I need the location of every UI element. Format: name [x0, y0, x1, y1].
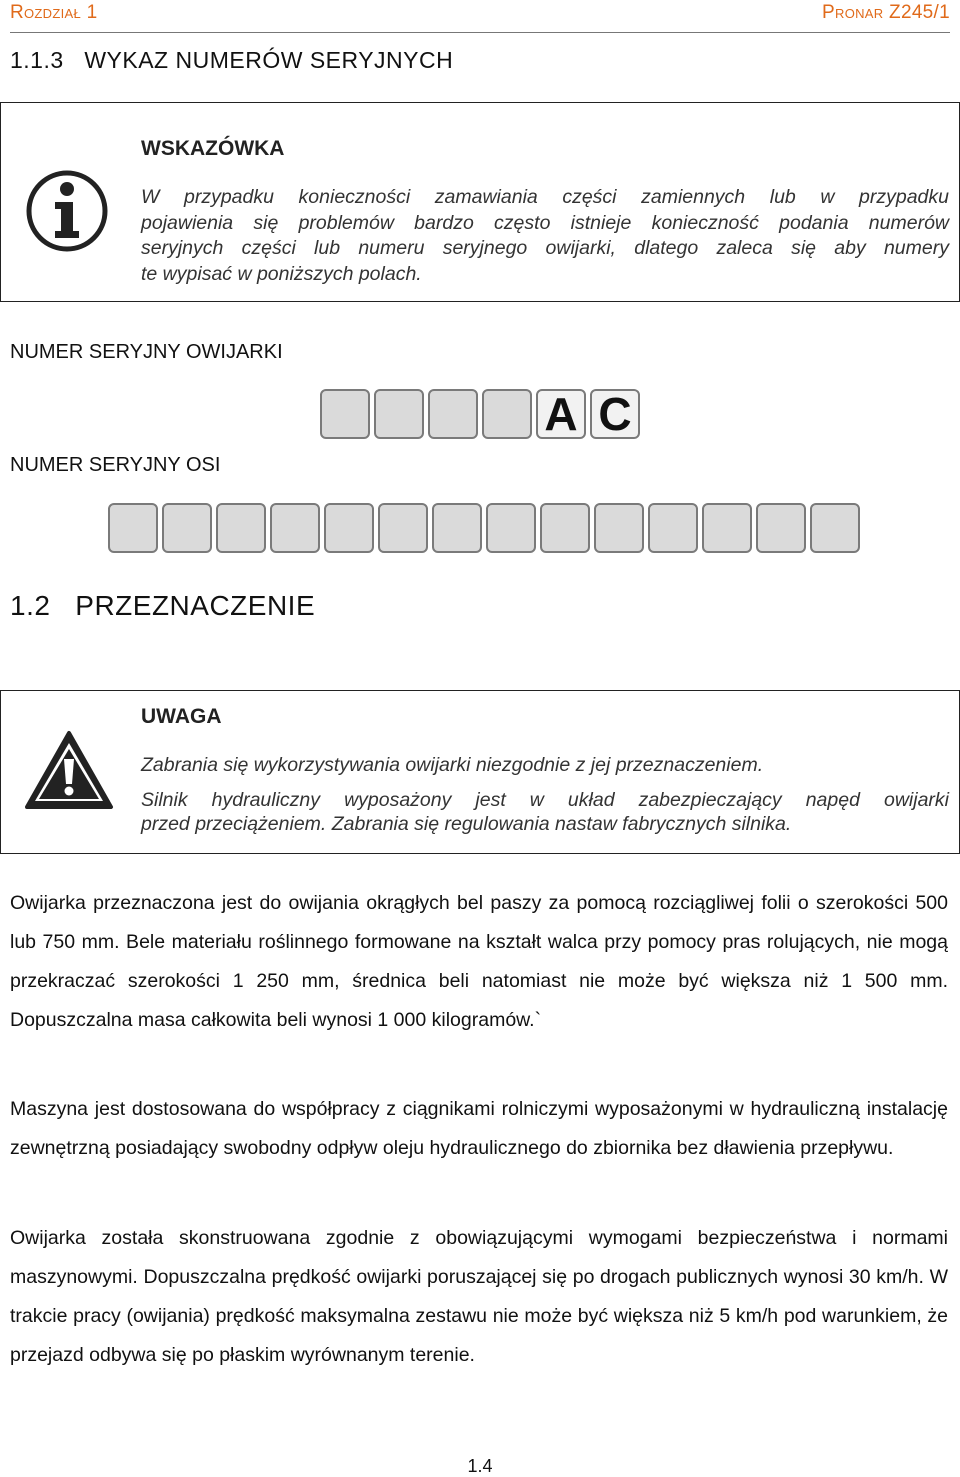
serial-cell[interactable] [648, 503, 698, 553]
serial-cell[interactable] [810, 503, 860, 553]
chapter-label: Rozdział 1 [10, 2, 98, 23]
serial-cell[interactable] [482, 389, 532, 439]
paragraph: Owijarka została skonstruowana zgodnie z obowiązującymi wymogami bezpieczeństwa i normami maszynowymi. Dopuszczalna prędkość owijarki poruszającej się po drogach publicznych wynosi 30 km/h. W trakcie pracy (owijania) prędkość maksymalna zestawu nie może być większa niż 5 km/h pod warunkiem, że przejazd odbywa się po płaskim wyrównanym terenie. [10, 1227, 948, 1366]
wrapper-serial-label: NUMER SERYJNY OWIJARKI [10, 341, 283, 363]
note-line: seryjnych części lub numeru seryjnego owijarki, dlatego zaleca się aby numery [141, 237, 949, 259]
serial-cell[interactable] [108, 503, 158, 553]
wrapper-serial-cells [320, 389, 640, 439]
axle-serial-cells [108, 503, 860, 553]
serial-cell[interactable] [378, 503, 428, 553]
serial-cell[interactable] [594, 503, 644, 553]
header-divider [10, 32, 950, 33]
serial-cell[interactable] [270, 503, 320, 553]
serial-cell[interactable] [486, 503, 536, 553]
note-text [141, 185, 949, 287]
warning-line: przed przeciążeniem. Zabrania się regulowania nastaw fabrycznych silnika. [141, 813, 792, 835]
section-heading-serial-numbers: 1.1.3 WYKAZ NUMERÓW SERYJNYCH [10, 47, 454, 73]
paragraph: Maszyna jest dostosowana do współpracy z ciągnikami rolniczymi wyposażonymi w hydrauliczną instalację zewnętrzną posiadający swobodny odpływ oleju hydraulicznego do zbiornika bez dławienia przepływu. [10, 1098, 948, 1159]
serial-cell[interactable] [374, 389, 424, 439]
serial-cell[interactable] [216, 503, 266, 553]
serial-cell[interactable] [540, 503, 590, 553]
warning-line: Zabrania się wykorzystywania owijarki niezgodnie z jej przeznaczeniem. [141, 754, 764, 776]
product-label: Pronar Z245/1 [822, 2, 950, 23]
note-title: WSKAZÓWKA [141, 137, 285, 160]
info-icon [25, 169, 109, 253]
page-number: 1.4 [467, 1456, 493, 1476]
serial-cell[interactable] [162, 503, 212, 553]
axle-serial-label: NUMER SERYJNY OSI [10, 454, 221, 476]
warning-line: Silnik hydrauliczny wyposażony jest w układ zabezpieczający napęd owijarki [141, 789, 949, 811]
warning-triangle-icon [23, 729, 115, 811]
warning-title: UWAGA [141, 705, 222, 728]
serial-cell[interactable] [432, 503, 482, 553]
note-line: pojawienia się problemów bardzo często istnieje konieczność podania numerów [141, 211, 949, 234]
serial-cell-letter: C [590, 389, 640, 439]
note-line: W przypadku konieczności zamawiania części zamiennych lub w przypadku [141, 186, 949, 208]
serial-cell[interactable] [324, 503, 374, 553]
note-line: te wypisać w poniższych polach. [141, 262, 422, 285]
paragraph: Owijarka przeznaczona jest do owijania okrągłych bel paszy za pomocą rozciągliwej folii o szerokości 500 lub 750 mm. Bele materiału roślinnego formowane na kształt walca przy pomocy pras rolujących, nie mogą przekraczać szerokości 1 250 mm, średnica beli natomiast nie może być większa niż 1 500 mm. Dopuszczalna masa całkowita beli wynosi 1 000 kilogramów.` [10, 892, 948, 1031]
serial-cell[interactable] [428, 389, 478, 439]
serial-cell[interactable] [320, 389, 370, 439]
serial-cell[interactable] [756, 503, 806, 553]
warning-box [0, 690, 960, 854]
serial-cell-letter: A [536, 389, 586, 439]
section-heading-purpose: 1.2 PRZEZNACZENIE [10, 590, 316, 621]
warning-text [141, 753, 949, 836]
serial-cell[interactable] [702, 503, 752, 553]
note-box [0, 102, 960, 302]
